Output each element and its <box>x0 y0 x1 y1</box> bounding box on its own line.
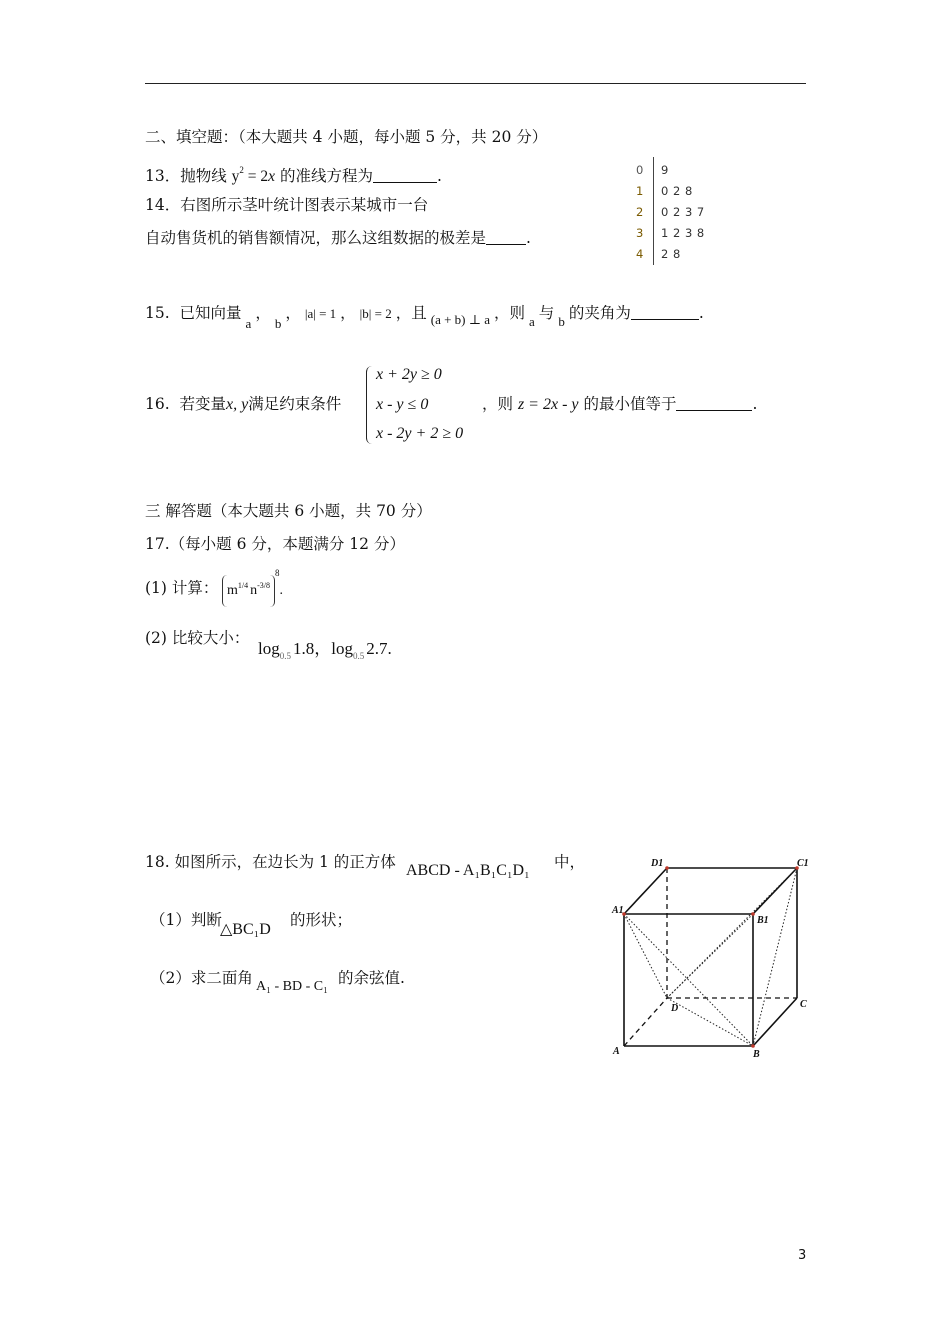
q17-log-compare: $\log_{0.5} 1.8$，$\log_{0.5} 2.7$. <box>258 639 392 661</box>
stem-leaf-row <box>630 205 710 223</box>
question-16: 16. 若变量x, y满足约束条件 <box>145 395 342 413</box>
constraint-3: x - 2y + 2 ≥ 0 <box>376 425 464 442</box>
stem-value: 0 <box>636 163 644 177</box>
question-14-line2: 自动售货机的销售额情况，那么这组数据的极差是 . <box>145 229 531 247</box>
section-3-heading: 三 解答题（本大题共 6 小题，共 70 分） <box>145 502 432 520</box>
question-14-line1: 14．右图所示茎叶统计图表示某城市一台 <box>145 196 429 214</box>
constraint-brace <box>366 366 373 444</box>
q18-triangle: △BC₁D <box>220 921 271 938</box>
stem-leaf-row <box>630 184 710 202</box>
q13-number: 13． <box>145 167 181 185</box>
page-number: 3 <box>798 1248 807 1263</box>
label-d: D <box>671 1003 679 1014</box>
header-rule <box>145 83 806 84</box>
section-2-heading: 二、填空题：（本大题共 4 小题，每小题 5 分，共 20 分） <box>145 128 548 146</box>
cond-norm-b: |b| = 2 <box>359 306 392 321</box>
constraint-2: x - y ≤ 0 <box>376 396 429 413</box>
stem-value: 1 <box>636 184 644 198</box>
q18-part1: （1）判断 <box>150 911 222 929</box>
question-17-part1: (1) 计算： <box>145 579 219 597</box>
cond-norm-a: |a| = 1 <box>304 306 337 321</box>
q18-line1-post: 中， <box>554 853 586 871</box>
q15-answer-blank <box>631 305 699 320</box>
q14-answer-blank <box>486 230 526 245</box>
q13-post: 的准线方程为 <box>275 167 373 185</box>
question-18: 18. 如图所示，在边长为 1 的正方体 <box>145 853 396 871</box>
stem-value: 2 <box>636 205 644 219</box>
stem-value: 3 <box>636 226 644 240</box>
stem-value: 4 <box>636 247 644 261</box>
q13-expr: $y^2 = 2x$ <box>231 165 276 185</box>
q18-part1-post: 的形状； <box>290 911 353 929</box>
label-a1: A1 <box>612 905 624 916</box>
question-16-tail: ，则 z = 2x - y 的最小值等于 . <box>482 395 758 413</box>
stem-leaf-row <box>630 226 710 244</box>
label-d1: D1 <box>651 858 664 869</box>
leaf-values: 1 2 3 8 <box>661 226 705 240</box>
stem-leaf-row <box>630 247 710 265</box>
q13-pre: 抛物线 <box>180 167 232 185</box>
label-c1: C1 <box>797 858 809 869</box>
constraint-1: x + 2y ≥ 0 <box>376 366 442 383</box>
stem-leaf-plot <box>630 163 710 268</box>
q18-cube-name: ABCD - A₁B₁C₁D₁ <box>406 862 530 879</box>
leaf-values: 0 2 8 <box>661 184 693 198</box>
vector-a: a <box>245 316 252 331</box>
q17-expression: $m^{1/4}$ $n^{-3/88}$. <box>222 568 283 608</box>
q13-answer-blank <box>373 168 437 183</box>
label-b1: B1 <box>757 915 769 926</box>
label-b: B <box>753 1049 760 1060</box>
q18-dihedral: A₁ - BD - C₁ <box>256 979 328 994</box>
leaf-values: 0 2 3 7 <box>661 205 705 219</box>
leaf-values: 2 8 <box>661 247 681 261</box>
cond-perp: (a + b) ⊥ a <box>430 312 490 327</box>
stem-leaf-row <box>630 163 710 181</box>
q18-part2: （2）求二面角 <box>150 969 253 987</box>
question-17-part2: (2) 比较大小： <box>145 629 250 647</box>
label-a: A <box>613 1046 620 1057</box>
question-17-title: 17.（每小题 6 分，本题满分 12 分） <box>145 535 405 553</box>
cube-figure <box>600 850 815 1065</box>
question-15: 15. 已知向量$_a$，$_b$， |a| = 1 ， |b| = 2 ，且 $_{(a + b) \perp a}$ ，则 $_a$ 与 $_b$ 的夹角为 . <box>145 304 704 331</box>
question-13: 13．抛物线 $y^2 = 2x$ 的准线方程为 . <box>145 165 442 185</box>
leaf-values: 9 <box>661 163 669 177</box>
vector-b: b <box>274 316 282 331</box>
label-c: C <box>800 999 807 1010</box>
q16-answer-blank <box>676 396 752 411</box>
q18-part2-post: 的余弦值. <box>338 969 405 987</box>
